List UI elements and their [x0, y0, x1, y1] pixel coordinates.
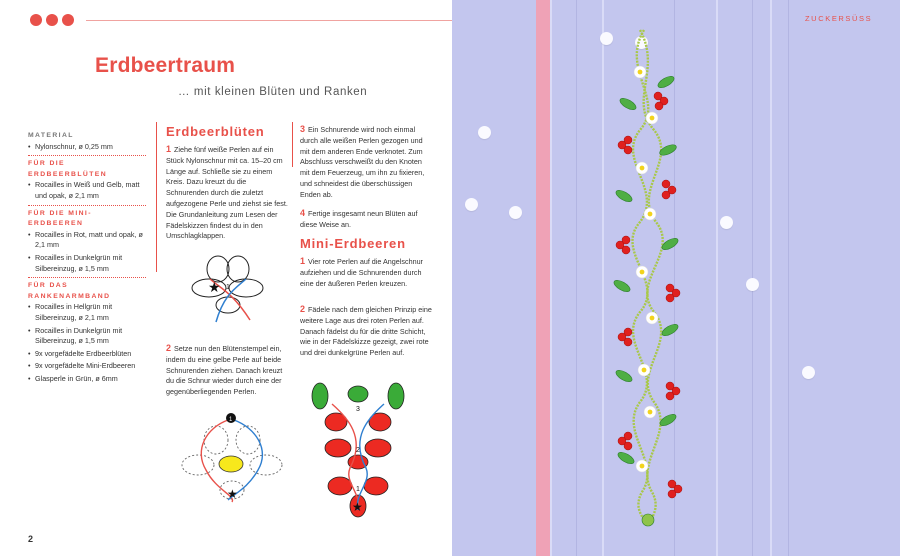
blossom — [636, 266, 648, 278]
material-item: • Nylonschnur, ø 0,25 mm — [28, 142, 146, 153]
strawberry — [624, 442, 632, 450]
bracelet-photo — [452, 0, 900, 556]
strawberry — [624, 146, 632, 154]
right-page-photo — [452, 0, 900, 556]
step-number: 4 — [300, 208, 306, 218]
bead-outline — [229, 279, 263, 297]
berry-diagram — [296, 378, 436, 520]
strawberry — [624, 338, 632, 346]
material-item: • Rocailles in Weiß und Gelb, matt und opak, ø 2,1 mm — [28, 180, 146, 201]
step-2 — [166, 343, 288, 398]
step-text: Vier rote Perlen auf die Angelschnur aufziehen und die Schnurenden durch eine der äußeren Perlen kreuzen. — [300, 257, 423, 288]
divider — [28, 277, 146, 278]
leaf — [656, 74, 676, 90]
green-bead — [348, 386, 368, 402]
section-heading-mini-erdbeeren: Mini-Erdbeeren — [300, 236, 406, 251]
green-bead — [388, 383, 404, 409]
yellow-bead — [219, 456, 243, 472]
bead-outline — [204, 426, 228, 454]
red-bead — [364, 477, 388, 495]
step-number: 2 — [166, 343, 172, 353]
dot-icon — [30, 14, 42, 26]
diagram-label: 1 — [229, 417, 233, 423]
section-heading-erdbeerblueten: Erdbeerblüten — [166, 124, 265, 139]
blossom — [646, 312, 658, 324]
material-heading: MATERIAL — [28, 132, 74, 139]
column-rule — [292, 122, 293, 167]
diagram-label: 3 — [356, 406, 360, 413]
section-tag: ZUCKERSÜSS — [805, 14, 873, 23]
dot-icon — [46, 14, 58, 26]
material-group-heading: FÜR DIE ERDBEERBLÜTEN — [28, 160, 107, 178]
bead-outline — [227, 256, 249, 282]
blossom — [644, 208, 656, 220]
diagram-label: 1 — [226, 284, 230, 291]
header-dots — [30, 14, 74, 26]
blossom — [638, 364, 650, 376]
red-bead — [328, 477, 352, 495]
page-number: 2 — [28, 534, 34, 544]
diagram-label: 2 — [356, 447, 360, 454]
red-bead — [325, 439, 351, 457]
step-3 — [300, 124, 432, 201]
flower-diagram-1 — [180, 242, 290, 330]
leaf — [612, 278, 632, 294]
material-item: • Rocailles in Hellgrün mit Silbereinzug, ø 2,1 mm — [28, 302, 146, 323]
step-text: Setze nun den Blütenstempel ein, indem du eine gelbe Perle auf beide Schnurenden ziehen. Danach kreuzt du die Schnur wieder durch eine der gegenüberliegenden Perlen. — [166, 344, 283, 397]
mini-step-1 — [300, 256, 432, 289]
material-item: • Rocailles in Dunkelgrün mit Silbereinzug, ø 1,5 mm — [28, 326, 146, 347]
step-number: 1 — [166, 144, 172, 154]
blossom — [634, 66, 646, 78]
star-icon: ★ — [208, 279, 221, 295]
strawberry — [622, 246, 630, 254]
dot-icon — [62, 14, 74, 26]
blossom — [636, 460, 648, 472]
material-group-heading: FÜR DIE MINI-ERDBEEREN — [28, 209, 92, 228]
header-rule — [86, 20, 452, 21]
strawberry — [662, 191, 670, 199]
page-subtitle: … mit kleinen Blüten und Ranken — [178, 86, 368, 98]
step-text: Fertige insgesamt neun Blüten auf diese Weise an. — [300, 209, 418, 229]
divider — [28, 155, 146, 156]
green-bead — [312, 383, 328, 409]
step-text: Ziehe fünf weiße Perlen auf ein Stück Nylonschnur mit ca. 15–20 cm Länge auf. Schließe sie zu einem Kreis. Dazu kreuzt du die Schnurenden durch die zuletzt aufgezogene Perle und ziehst sie fest. Die Grundanleitung zum Lesen der Fädelskizzen findest du in den Umschlagklappen. — [166, 145, 288, 241]
strawberry — [666, 392, 674, 400]
bead-outline — [236, 426, 260, 454]
leaf — [616, 450, 636, 466]
material-item: • 9x vorgefädelte Mini-Erdbeeren — [28, 361, 146, 372]
star-icon: ★ — [227, 487, 238, 501]
column-rule — [156, 122, 157, 272]
step-number: 3 — [300, 124, 306, 134]
step-1 — [166, 144, 288, 242]
bead-outline — [182, 455, 214, 475]
material-group-heading: FÜR DAS RANKENARMBAND — [28, 282, 111, 300]
leaf — [618, 96, 638, 112]
flower-diagram-2 — [176, 410, 288, 506]
leaf — [614, 368, 634, 384]
material-item: • 9x vorgefädelte Erdbeerblüten — [28, 349, 146, 360]
strawberry — [668, 490, 676, 498]
step-4 — [300, 208, 432, 231]
leaf — [660, 322, 680, 338]
step-text: Fädele nach dem gleichen Prinzip eine weitere Lage aus drei roten Perlen auf. Danach fädelst du für die dritte Schicht, wie in der Fädelskizze gezeigt, zwei rote und drei dunkelgrüne Perlen auf. — [300, 305, 432, 358]
material-item: • Rocailles in Dunkelgrün mit Silbereinzug, ø 1,5 mm — [28, 253, 146, 274]
step-number: 2 — [300, 304, 306, 314]
diagram-label: 1 — [356, 486, 360, 493]
page-title: Erdbeertraum — [95, 54, 236, 77]
step-text: Ein Schnurende wird noch einmal durch alle weißen Perlen gezogen und mit dem anderen Ende verknotet. Zum Abschluss verschweißt du den Knoten mit dem Feuerzeug, um ihn zu fixieren, und schneidest die überschüssigen Enden ab. — [300, 125, 425, 199]
red-bead — [365, 439, 391, 457]
material-item: • Rocailles in Rot, matt und opak, ø 2,1 mm — [28, 230, 146, 251]
mini-step-2 — [300, 304, 432, 359]
leaf — [614, 188, 634, 204]
blossom — [636, 162, 648, 174]
glass-bead — [642, 514, 654, 526]
strawberry — [666, 294, 674, 302]
blossom — [646, 112, 658, 124]
strawberry — [662, 180, 670, 188]
step-number: 1 — [300, 256, 306, 266]
bead-outline — [250, 455, 282, 475]
strawberry — [655, 102, 663, 110]
material-sidebar — [28, 128, 146, 386]
divider — [28, 205, 146, 206]
blossom — [644, 406, 656, 418]
star-icon: ★ — [352, 500, 363, 514]
material-item: • Glasperle in Grün, ø 6mm — [28, 374, 146, 385]
leaf — [658, 143, 678, 158]
